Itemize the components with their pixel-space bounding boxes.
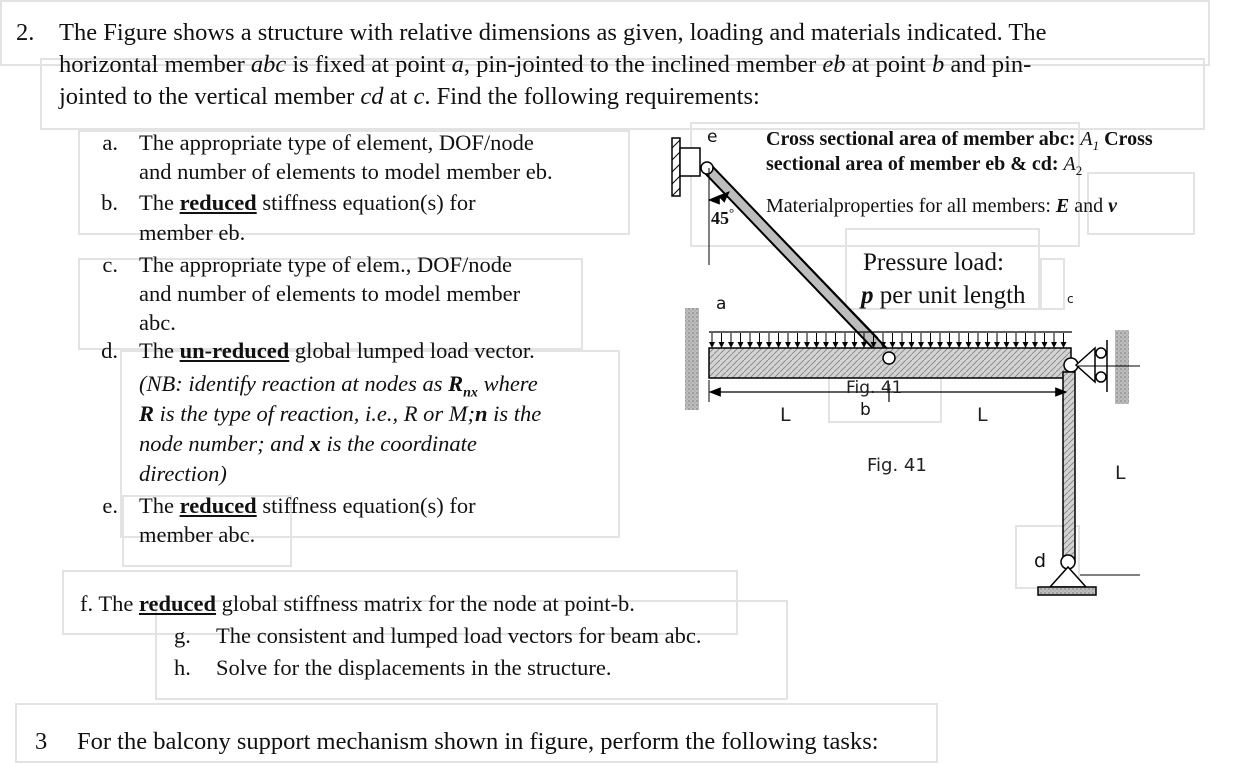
load-title: Pressure load: [863, 249, 1004, 276]
area-text: Cross sectional area of member abc: [766, 128, 1081, 150]
item-h-text: Solve for the displacements in the structure. [216, 655, 612, 680]
load-arrow-head [1051, 342, 1057, 348]
area-symbol: A [1080, 128, 1093, 150]
note-text: is the [487, 401, 542, 426]
structure-figure [660, 125, 1140, 605]
item-c-label: c. [102, 252, 118, 277]
item-d-note-4: direction) [139, 461, 227, 486]
note-text: is the type of reaction, i.e., R or M; [154, 401, 475, 426]
dimension-label-L2: L [977, 404, 988, 426]
wall-a [685, 308, 699, 410]
load-arrow-head [1042, 342, 1048, 348]
member-cd [1063, 372, 1075, 562]
item-text: stiffness equation(s) for [256, 190, 476, 215]
load-arrow-head [833, 342, 839, 348]
load-symbol: p [861, 282, 874, 309]
point-name: b [931, 51, 945, 78]
point-name: c [413, 83, 425, 110]
item-h-label: h. [174, 655, 191, 680]
load-arrow-head [823, 342, 829, 348]
item-text: The [98, 591, 139, 616]
emphasis: reduced [179, 493, 257, 518]
item-c-line-1: The appropriate type of elem., DOF/node [139, 252, 513, 277]
item-a-line-2: and number of elements to model member eb. [139, 159, 553, 184]
load-arrow-head [975, 342, 981, 348]
load-arrow-head [1013, 342, 1019, 348]
intro-text: and pin- [944, 51, 1032, 78]
angle-label: 45° [711, 205, 735, 228]
member-eb [707, 168, 889, 358]
load-arrow-head [766, 342, 772, 348]
intro-line-1 [59, 18, 1046, 48]
load-arrow-head [842, 342, 848, 348]
question-3-number: 3 [35, 728, 48, 755]
figure-caption: Fig. 41 [867, 455, 927, 476]
pin-b [883, 352, 895, 364]
pin-e [701, 162, 713, 174]
load-arrow-head [1032, 342, 1038, 348]
item-text: The [139, 338, 180, 363]
item-text: global stiffness matrix for the node at point-b. [216, 591, 635, 616]
item-text: The [139, 493, 180, 518]
intro-text: The Figure shows a structure with relative dimensions as given, loading and materials indicated. The [59, 19, 1047, 46]
load-arrow-head [1023, 342, 1029, 348]
item-text: stiffness equation(s) for [256, 493, 476, 518]
member-name: cd [360, 83, 384, 110]
item-e-line-1 [139, 491, 476, 520]
item-text: global lumped load vector. [289, 338, 535, 363]
question-3-text: For the balcony support mechanism shown in figure, perform the following tasks: [77, 728, 879, 755]
item-g-text: The consistent and lumped load vectors for beam abc. [216, 623, 702, 648]
intro-line-3 [59, 82, 760, 112]
point-name: a [451, 51, 464, 78]
load-arrow-head [994, 342, 1000, 348]
load-arrow-head [861, 342, 867, 348]
item-b-line-1 [139, 188, 476, 217]
material-text: and [1069, 195, 1109, 217]
load-arrow-head [890, 342, 896, 348]
item-a-label: a. [102, 130, 118, 155]
material-symbol: E [1055, 195, 1070, 217]
load-arrow-head [1061, 342, 1067, 348]
item-e-label: e. [102, 493, 118, 518]
item-c-line-3: abc. [139, 310, 176, 335]
area-symbol: A [1063, 153, 1076, 175]
emphasis: reduced [138, 591, 217, 616]
item-d-label: d. [101, 338, 118, 363]
note-symbol: R [139, 401, 155, 426]
item-b-label: b. [101, 190, 118, 215]
material-symbol: v [1108, 195, 1118, 217]
note-subscript: nx [463, 385, 478, 401]
item-text: The [139, 190, 180, 215]
wall-support-e [672, 138, 700, 196]
angle-value: 45 [711, 208, 729, 228]
emphasis: un-reduced [179, 338, 290, 363]
node-label-b: b [860, 400, 871, 420]
note-text: node number; and [139, 431, 310, 456]
area-subscript: 2 [1075, 163, 1083, 178]
load-arrow-head [928, 342, 934, 348]
node-label-d: d [1034, 550, 1047, 572]
intro-text: jointed to the vertical member [59, 83, 361, 110]
intro-text: horizontal member [59, 51, 251, 78]
load-arrow-head [709, 342, 715, 348]
intro-text: at point [845, 51, 932, 78]
load-arrow-head [795, 342, 801, 348]
caption-small: Fig. 41 [846, 378, 903, 398]
load-arrow-head [985, 342, 991, 348]
intro-text: is fixed at point [286, 51, 452, 78]
item-b-line-2: member eb. [139, 220, 246, 245]
dimension-label-L1: L [780, 404, 791, 426]
item-d-line-1 [139, 336, 535, 365]
dimension-label-L3: L [1115, 462, 1126, 484]
emphasis: reduced [179, 190, 257, 215]
load-arrow-head [956, 342, 962, 348]
note-symbol: x [309, 431, 321, 456]
distributed-load [709, 332, 1072, 348]
note-text: (NB: identify reaction at nodes as [139, 371, 449, 396]
member-name: abc [250, 51, 287, 78]
question-number: 2. [16, 19, 35, 46]
load-arrow-head [747, 342, 753, 348]
load-arrow-head [719, 342, 725, 348]
load-arrow-head [852, 342, 858, 348]
load-text: per unit length [873, 282, 1026, 309]
load-arrow-head [947, 342, 953, 348]
note-text: where [477, 371, 538, 396]
item-a-line-1: The appropriate type of element, DOF/node [139, 130, 534, 155]
intro-text: , pin-jointed to the inclined member [463, 51, 823, 78]
area-text: sectional area of member eb & cd: [766, 153, 1064, 175]
item-d-note-3 [139, 429, 477, 458]
note-symbol: R [448, 371, 464, 396]
item-d-note-2 [139, 399, 541, 428]
load-arrow-head [776, 342, 782, 348]
load-arrow-head [728, 342, 734, 348]
intro-text: . Find the following requirements: [424, 83, 760, 110]
load-arrow-head [918, 342, 924, 348]
load-arrow-head [1004, 342, 1010, 348]
item-g-label: g. [174, 623, 191, 648]
area-text: Cross [1099, 128, 1153, 150]
load-arrow-head [966, 342, 972, 348]
load-arrow-head [814, 342, 820, 348]
item-f [80, 589, 635, 618]
load-arrow-head [757, 342, 763, 348]
node-label-e: e [707, 127, 718, 147]
item-e-line-2: member abc. [139, 522, 256, 547]
note-symbol: n [474, 401, 488, 426]
material-text: Materialproperties for all members: [766, 195, 1056, 217]
note-text: is the coordinate [320, 431, 477, 456]
load-arrow-head [804, 342, 810, 348]
item-f-label: f. [80, 591, 94, 616]
load-arrow-head [909, 342, 915, 348]
intro-text: at [383, 83, 414, 110]
intro-line-2 [59, 50, 1031, 80]
load-arrow-head [785, 342, 791, 348]
member-name: eb [822, 51, 846, 78]
load-arrow-head [738, 342, 744, 348]
area-subscript: 1 [1092, 138, 1100, 153]
load-arrow-head [937, 342, 943, 348]
load-arrow-head [899, 342, 905, 348]
node-label-a: a [716, 294, 727, 314]
node-label-c: c [1067, 292, 1074, 306]
item-c-line-2: and number of elements to model member [139, 281, 521, 306]
